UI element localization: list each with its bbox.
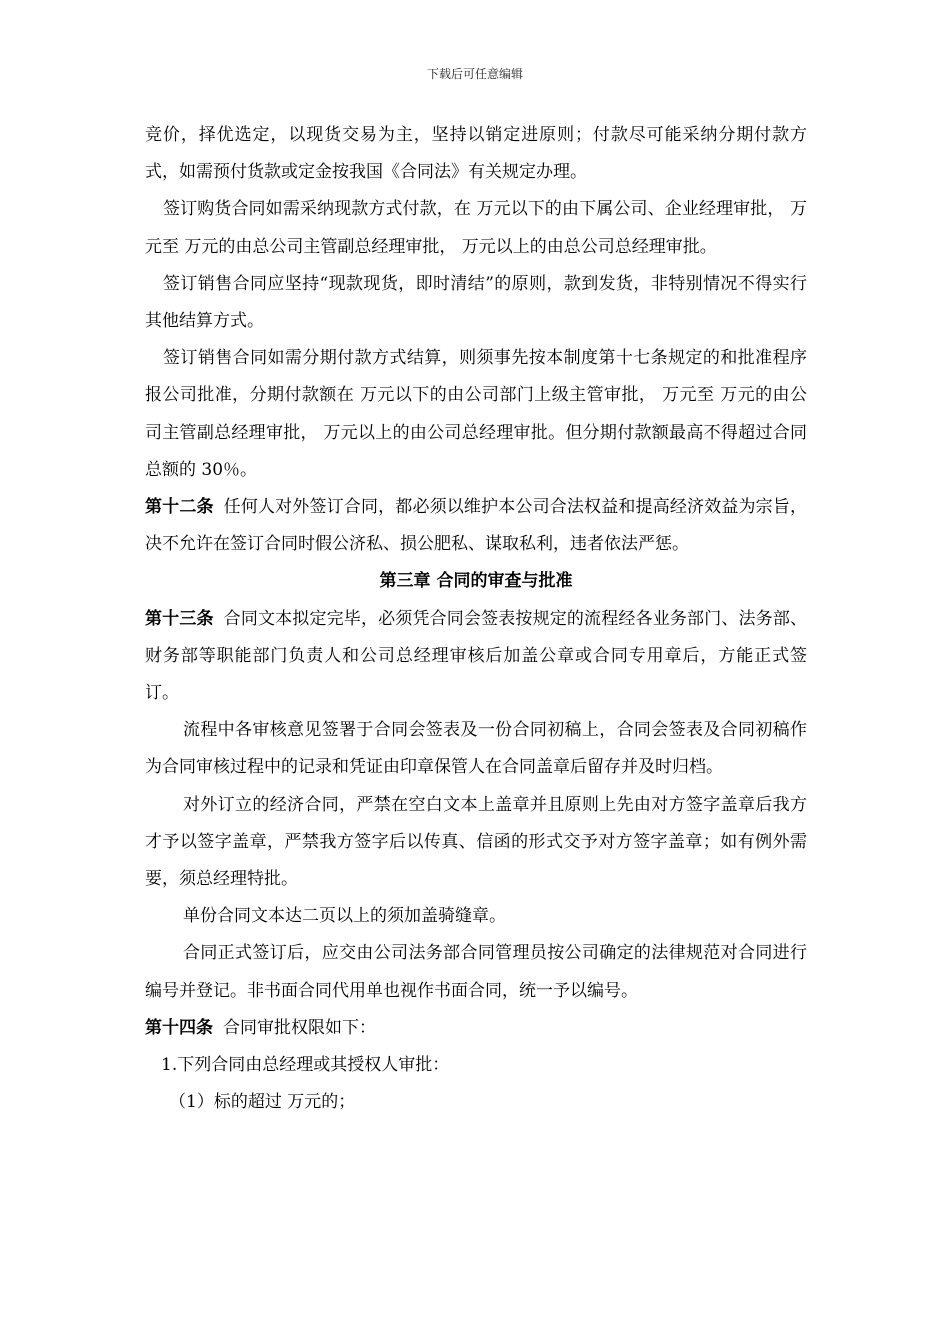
document-body bbox=[145, 117, 807, 1121]
article-text: 合同审批权限如下： bbox=[223, 1017, 376, 1038]
article-14 bbox=[145, 1010, 807, 1047]
paragraph: 签订销售合同如需分期付款方式结算，则须事先按本制度第十七条规定的和批准程序报公司批准，分期付款额在 万元以下的由公司部门上级主管审批， 万元至 万元的由公司主管副总经理审批， 万元以上的由公司总经理审批。但分期付款额最高不得超过合同总额的 30％。 bbox=[145, 348, 807, 480]
paragraph: 签订购货合同如需采纳现款方式付款，在 万元以下的由下属公司、企业经理审批， 万元至 万元的由总公司主管副总经理审批， 万元以上的由总公司总经理审批。 bbox=[145, 199, 807, 257]
paragraph: 签订销售合同应坚持“现款现货，即时清结”的原则，款到发货，非特别情况不得实行其他结算方式。 bbox=[145, 273, 807, 332]
chapter-title: 第三章 合同的审查与批准 bbox=[379, 571, 573, 592]
list-item: 1.下列合同由总经理或其授权人审批： bbox=[161, 1055, 450, 1076]
paragraph: 对外订立的经济合同，严禁在空白文本上盖章并且原则上先由对方签字盖章后我方才予以签字盖章，严禁我方签字后以传真、信函的形式交予对方签字盖章；如有例外需要，须总经理特批。 bbox=[145, 794, 807, 890]
article-label: 第十四条 bbox=[145, 1017, 213, 1038]
page-header: 下载后可任意编辑 bbox=[426, 67, 523, 81]
article-label: 第十二条 bbox=[145, 497, 214, 518]
article-label: 第十三条 bbox=[145, 608, 214, 629]
paragraph: 单份合同文本达二页以上的须加盖骑缝章。 bbox=[183, 906, 506, 927]
article-13 bbox=[145, 601, 807, 713]
article-text: 任何人对外签订合同，都必须以维护本公司合法权益和提高经济效益为宗旨，决不允许在签订合同时假公济私、损公肥私、谋取私利，违者依法严惩。 bbox=[145, 497, 808, 555]
paragraph: 合同正式签订后，应交由公司法务部合同管理员按公司确定的法律规范对合同进行编号并登记。非书面合同代用单也视作书面合同，统一予以编号。 bbox=[145, 943, 807, 1001]
paragraph: 流程中各审核意见签署于合同会签表及一份合同初稿上，合同会签表及合同初稿作为合同审核过程中的记录和凭证由印章保管人在合同盖章后留存并及时归档。 bbox=[145, 720, 807, 778]
list-item: （1）标的超过 万元的； bbox=[169, 1092, 356, 1113]
paragraph: 竞价，择优选定，以现货交易为主，坚持以销定进原则；付款尽可能采纳分期付款方式，如需预付货款或定金按我国《合同法》有关规定办理。 bbox=[145, 125, 807, 183]
article-text: 合同文本拟定完毕，必须凭合同会签表按规定的流程经各业务部门、法务部、财务部等职能部门负责人和公司总经理审核后加盖公章或合同专用章后，方能正式签订。 bbox=[145, 608, 808, 704]
article-12 bbox=[145, 489, 807, 563]
